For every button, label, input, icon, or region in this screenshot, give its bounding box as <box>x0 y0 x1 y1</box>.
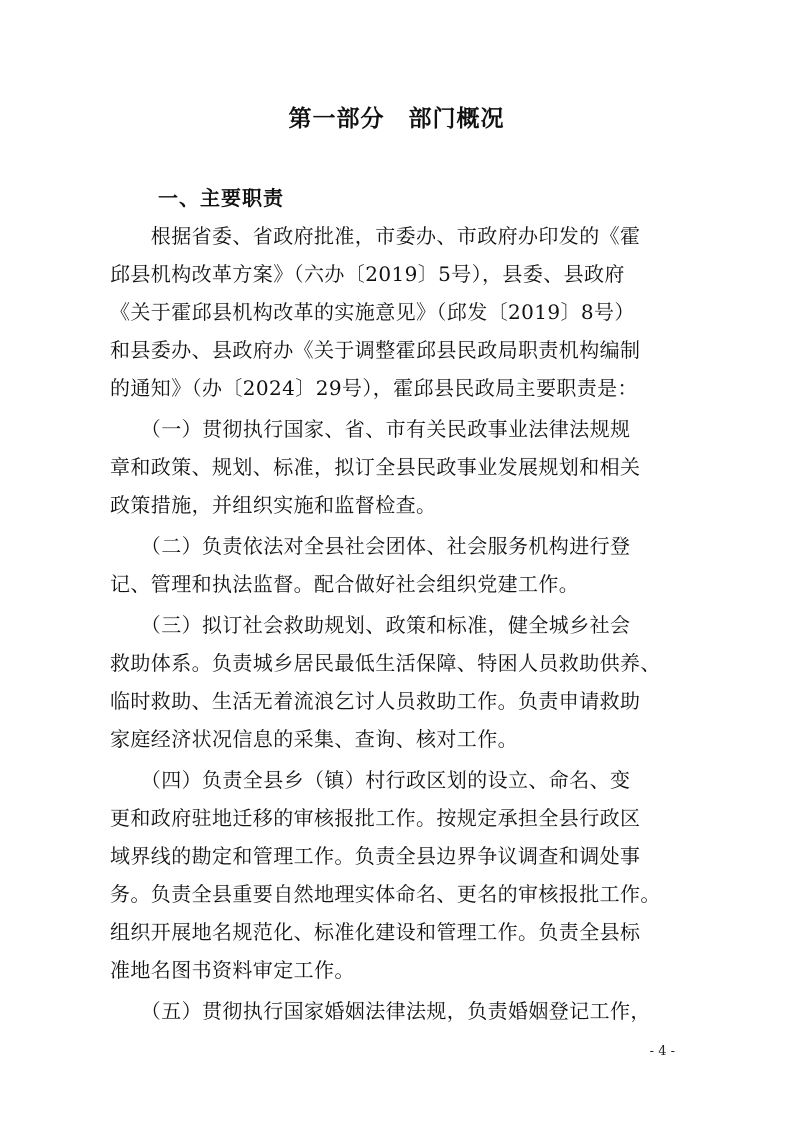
paragraph-duty-1 <box>110 410 680 524</box>
text-line: 章和政策、规划、标准，拟订全县民政事业发展规划和相关 <box>110 455 641 479</box>
paragraph-duty-3 <box>110 606 680 758</box>
paragraph-intro <box>110 217 680 407</box>
text-line: 的通知》（办〔2024〕29号），霍邱县民政局主要职责是： <box>110 376 638 400</box>
paragraph-duty-4 <box>110 761 680 989</box>
section-heading: 一、主要职责 <box>158 186 284 210</box>
text-line: 政策措施，并组织实施和监督检查。 <box>110 493 437 517</box>
text-line: 组织开展地名规范化、标准化建设和管理工作。负责全县标 <box>110 920 641 944</box>
text-line: 临时救助、生活无着流浪乞讨人员救助工作。负责申请救助 <box>110 689 641 713</box>
text-line: 邱县机构改革方案》（六办〔2019〕5号），县委、县政府 <box>110 262 625 286</box>
text-line: （三）拟订社会救助规划、政策和标准，健全城乡社会 <box>110 613 631 637</box>
page-number: - 4 - <box>649 1044 675 1059</box>
page-title: 第一部分 部门概况 <box>288 106 505 132</box>
text-line: 准地名图书资料审定工作。 <box>110 958 355 982</box>
text-line: 根据省委、省政府批准，市委办、市政府办印发的《霍 <box>110 224 641 248</box>
text-line: （四）负责全县乡（镇）村行政区划的设立、命名、变 <box>110 768 631 792</box>
text-line: 域界线的勘定和管理工作。负责全县边界争议调查和调处事 <box>110 844 641 868</box>
text-line: 更和政府驻地迁移的审核报批工作。按规定承担全县行政区 <box>110 806 641 830</box>
text-line: （二）负责依法对全县社会团体、社会服务机构进行登 <box>110 534 631 558</box>
text-line: （一）贯彻执行国家、省、市有关民政事业法律法规规 <box>110 417 631 441</box>
text-line: 记、管理和执法监督。配合做好社会组织党建工作。 <box>110 572 580 596</box>
text-line: 《关于霍邱县机构改革的实施意见》（邱发〔2019〕8号） <box>110 300 635 324</box>
body-text <box>110 217 680 1030</box>
text-line: 和县委办、县政府办《关于调整霍邱县民政局职责机构编制 <box>110 338 641 362</box>
paragraph-duty-2 <box>110 527 680 603</box>
paragraph-duty-5 <box>110 992 680 1030</box>
text-line: 务。负责全县重要自然地理实体命名、更名的审核报批工作。 <box>110 882 661 906</box>
text-line: 救助体系。负责城乡居民最低生活保障、特困人员救助供养、 <box>110 651 661 675</box>
text-line: （五）贯彻执行国家婚姻法律法规，负责婚姻登记工作， <box>110 999 651 1023</box>
text-line: 家庭经济状况信息的采集、查询、核对工作。 <box>110 727 518 751</box>
